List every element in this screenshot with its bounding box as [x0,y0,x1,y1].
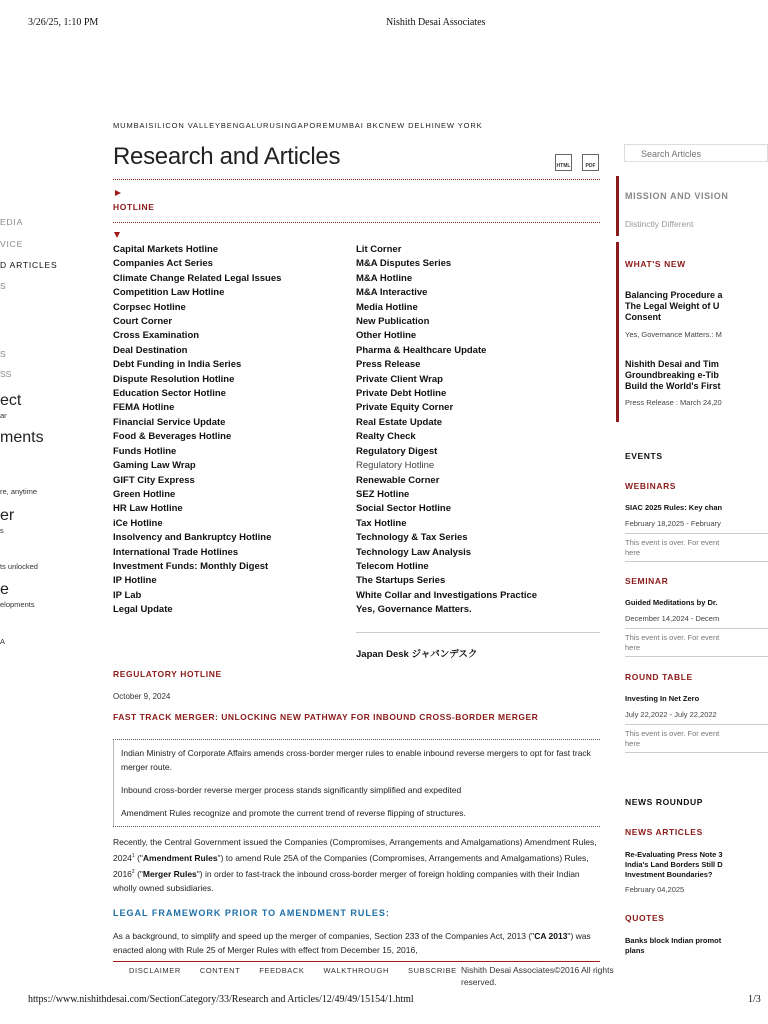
key-point: Indian Ministry of Corporate Affairs amends cross-border merger rules to enable inbound reverse mergers to opt for fast track merger route. [121,748,591,772]
document-icons [555,154,599,171]
category-link[interactable]: International Trade Hotlines [113,546,239,558]
city-nav [113,121,483,130]
promo-heading[interactable]: er [0,507,15,524]
category-link[interactable]: Education Sector Hotline [113,388,226,400]
left-nav-item[interactable]: SS [0,369,12,379]
news-articles-heading: NEWS ARTICLES [625,827,703,837]
category-link[interactable]: Realty Check [356,431,416,443]
left-nav-item[interactable]: S [0,281,6,291]
japan-desk-link[interactable]: Japan Desk ジャパンデスク [356,649,478,660]
print-page-title: Nishith Desai Associates [386,17,486,28]
whats-new-item[interactable]: Balancing Procedure a The Legal Weight of U Consent [625,290,723,322]
category-link[interactable]: Food & Beverages Hotline [113,431,232,443]
category-link[interactable]: Regulatory Hotline [356,460,435,472]
news-roundup-heading: NEWS ROUNDUP [625,797,704,807]
category-link[interactable]: Yes, Governance Matters. [356,604,472,616]
promo-heading[interactable]: ments [0,429,44,446]
category-link[interactable]: Deal Destination [113,344,188,356]
category-link[interactable]: M&A Disputes Series [356,258,452,270]
hotline-heading[interactable]: HOTLINE [113,202,155,212]
category-link[interactable]: GIFT City Express [113,474,195,486]
article-date: October 9, 2024 [113,692,171,701]
round-table-heading: ROUND TABLE [625,672,693,682]
whats-new-meta: Press Release : March 24,20 [625,398,722,407]
category-link[interactable]: Telecom Hotline [356,560,429,572]
category-link[interactable]: M&A Interactive [356,287,428,299]
category-link[interactable]: HR Law Hotline [113,503,183,515]
category-link[interactable]: Investment Funds: Monthly Digest [113,560,269,572]
category-link[interactable]: Capital Markets Hotline [113,244,219,255]
accent-bar [616,242,619,422]
divider [113,739,600,740]
promo-text: ts unlocked [0,562,38,571]
event-note: This event is over. For event here [625,538,720,557]
category-link[interactable]: iCe Hotline [113,517,163,529]
category-link[interactable]: Technology & Tax Series [356,532,468,544]
divider [625,656,768,657]
city-link[interactable]: SILICON VALLEY [148,121,221,130]
print-url: https://www.nishithdesai.com/SectionCategory/33/Research and Articles/12/49/49/15154/1.html [28,994,414,1005]
divider [625,533,768,534]
key-point: Inbound cross-border reverse merger process stands significantly simplified and expedited [121,785,462,795]
news-article-date: February 04,2025 [625,885,685,894]
category-link[interactable]: New Publication [356,316,430,328]
seminar-heading: SEMINAR [625,576,669,586]
category-link[interactable]: IP Hotline [113,575,157,587]
search-input[interactable] [624,144,768,162]
quote-item[interactable]: Banks block Indian promot plans [625,936,722,955]
footer-rule [113,961,600,962]
divider [113,826,600,827]
category-link[interactable]: Media Hotline [356,301,418,313]
category-link[interactable]: Insolvency and Bankruptcy Hotline [113,532,272,544]
divider [113,179,600,180]
promo-text: elopments [0,600,35,609]
city-link[interactable]: BENGALURU [220,121,276,130]
city-link[interactable]: NEW YORK [434,121,483,130]
whats-new-item[interactable]: Nishith Desai and Tim Groundbreaking e-Tib Build the World's First [625,359,721,391]
city-link[interactable]: MUMBAI BKC [328,121,385,130]
category-link[interactable]: Legal Update [113,604,173,616]
article-title: FAST TRACK MERGER: UNLOCKING NEW PATHWAY FOR INBOUND CROSS-BORDER MERGER [113,712,539,722]
left-nav-item[interactable]: S [0,349,6,359]
footer-link[interactable]: FEEDBACK [259,966,305,975]
collapse-arrow-icon[interactable] [114,232,120,238]
footer-link[interactable]: WALKTHROUGH [323,966,390,975]
city-link[interactable]: SINGAPORE [275,121,329,130]
events-heading: EVENTS [625,451,663,461]
quotes-heading: QUOTES [625,913,665,923]
footer-link[interactable]: DISCLAIMER [129,966,181,975]
category-link[interactable]: Competition Law Hotline [113,287,225,299]
mission-vision-heading[interactable]: MISSION AND VISION [625,191,729,201]
category-link[interactable]: Private Equity Corner [356,402,454,414]
category-link[interactable]: Green Hotline [113,488,176,500]
whats-new-heading: WHAT'S NEW [625,259,686,269]
html-icon[interactable]: HTML [555,154,572,171]
pdf-icon[interactable]: PDF [582,154,599,171]
category-link[interactable]: Private Client Wrap [356,373,443,385]
event-title[interactable]: Investing In Net Zero [625,694,700,703]
category-link[interactable]: Companies Act Series [113,258,213,270]
divider [625,752,768,753]
article-subheading: LEGAL FRAMEWORK PRIOR TO AMENDMENT RULES: [113,908,390,918]
category-list-left [113,243,281,618]
category-link[interactable]: Dispute Resolution Hotline [113,373,235,385]
divider [113,222,600,223]
category-link[interactable]: SEZ Hotline [356,488,410,500]
promo-text: ar [0,411,7,420]
footer-links [129,966,457,975]
print-datetime: 3/26/25, 1:10 PM [28,17,99,28]
footer-link[interactable]: CONTENT [199,966,241,975]
left-nav-item[interactable]: VICE [0,239,24,249]
event-dates: July 22,2022 - July 22,2022 [625,710,717,719]
category-link[interactable]: Social Sector Hotline [356,503,452,515]
article-paragraph-1: Recently, the Central Government issued the Companies (Compromises, Arrangements and Amalgamations) Amendment Rules, 2024$^1$ ("Amendment Rules") to amend Rule 25A of the Companies (Compromises, Arrangements and Amalgamations) Rules, 2016$^2$ ("Merger Rules") in order to fast-track the inbound cross-border merger of foreign holding companies with their Indian wholly owned subsidiaries. [113,837,597,893]
event-note: This event is over. For event here [625,729,720,748]
city-link[interactable]: MUMBAI [113,121,149,130]
category-link[interactable]: Lit Corner [356,244,402,255]
expand-arrow-icon[interactable] [115,190,121,196]
mission-subtitle: Distinctly Different [625,219,694,229]
article-section-label: REGULATORY HOTLINE [113,669,222,679]
copyright: Nishith Desai Associates©2016 All rights reserved. [461,965,614,987]
key-point: Amendment Rules recognize and promote the current trend of reverse flipping of structures. [121,808,466,818]
promo-heading[interactable]: ect [0,392,22,409]
category-list-right [356,243,537,618]
news-article-item[interactable]: Re-Evaluating Press Note 3 India's Land Borders Still D Investment Boundaries? [625,850,723,879]
page-title: Research and Articles [113,143,341,170]
category-link[interactable]: White Collar and Investigations Practice [356,589,538,601]
category-link[interactable]: Tax Hotline [356,517,407,529]
divider [356,632,600,633]
footer-link[interactable]: SUBSCRIBE [408,966,457,975]
promo-text: A [0,637,6,646]
key-points [113,746,600,829]
divider [625,628,768,629]
category-link[interactable]: Financial Service Update [113,416,226,428]
left-nav-item[interactable]: EDIA [0,217,24,227]
promo-text: re, anytime [0,487,38,496]
category-link[interactable]: Regulatory Digest [356,445,438,457]
divider [625,561,768,562]
category-link[interactable]: The Startups Series [356,575,446,587]
left-nav-item-active[interactable]: D ARTICLES [0,260,58,270]
event-dates: February 18,2025 - February [625,519,721,528]
promo-text: s [0,526,4,535]
category-link[interactable]: Cross Examination [113,330,200,342]
category-link[interactable]: Funds Hotline [113,445,177,457]
category-link[interactable]: Climate Change Related Legal Issues [113,272,282,284]
category-link[interactable]: Private Debt Hotline [356,388,447,400]
category-link[interactable]: Press Release [356,359,421,371]
category-link[interactable]: Pharma & Healthcare Update [356,344,487,356]
webinars-heading: WEBINARS [625,481,677,491]
category-link[interactable]: Corpsec Hotline [113,301,186,313]
category-link[interactable]: Court Corner [113,316,173,328]
event-title[interactable]: SIAC 2025 Rules: Key chan [625,503,723,512]
category-link[interactable]: FEMA Hotline [113,402,175,414]
category-link[interactable]: Gaming Law Wrap [113,460,196,472]
article-paragraph-2: As a background, to simplify and speed up the merger of companies, Section 233 of the Companies Act, 2013 ("CA 2013") was enacted along with Rule 25 of Merger Rules with effect from December 15, 2016, [113,931,591,955]
print-page-number: 1/3 [748,994,761,1005]
event-dates: December 14,2024 - Decem [625,614,720,623]
city-link[interactable]: NEW DELHI [384,121,435,130]
whats-new-meta: Yes, Governance Matters.: M [625,330,722,339]
category-link[interactable]: Real Estate Update [356,416,443,428]
category-link[interactable]: M&A Hotline [356,272,413,284]
category-link[interactable]: Other Hotline [356,330,417,342]
category-link[interactable]: Technology Law Analysis [356,546,472,558]
category-link[interactable]: Renewable Corner [356,474,440,486]
event-title[interactable]: Guided Meditations by Dr. [625,598,718,607]
category-link[interactable]: Debt Funding in India Series [113,359,242,371]
event-note: This event is over. For event here [625,633,720,652]
accent-bar [616,176,619,236]
divider [625,724,768,725]
category-link[interactable]: IP Lab [113,589,142,601]
promo-heading[interactable]: e [0,581,9,598]
